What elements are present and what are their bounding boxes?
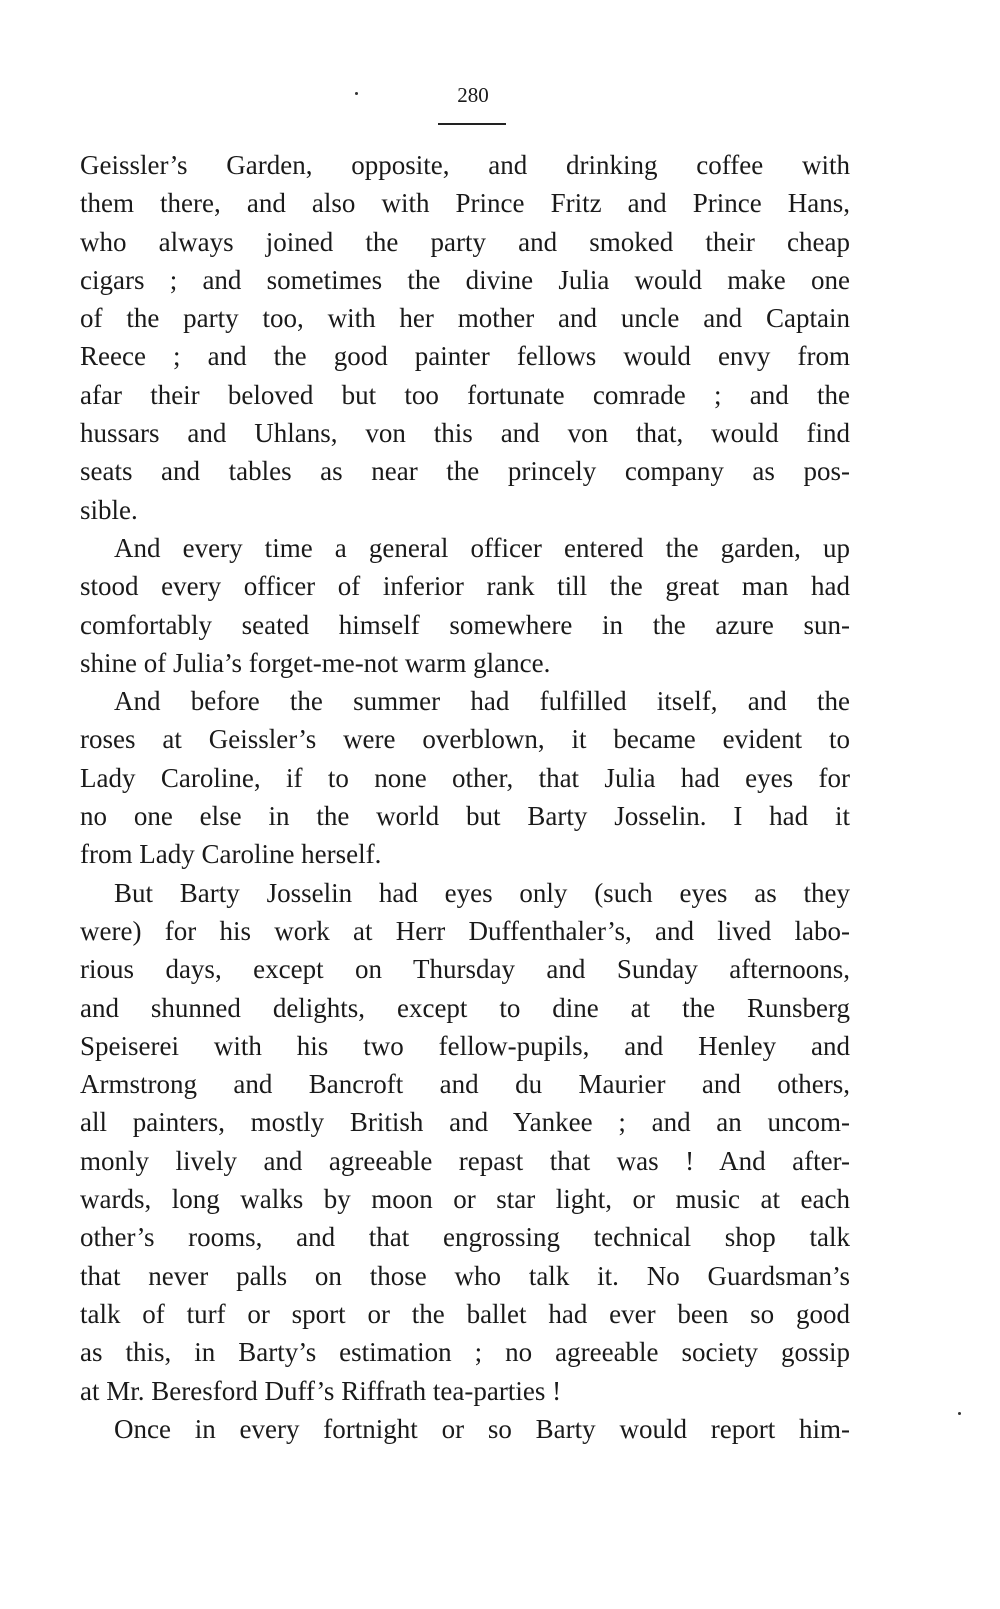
text-line: them there, and also with Prince Fritz and Prince Hans,: [80, 188, 850, 219]
text-line: Geissler’s Garden, opposite, and drinking coffee with: [80, 150, 850, 180]
text-line: seats and tables as near the princely company as pos-: [80, 456, 850, 487]
text-line: But Barty Josselin had eyes only (such eyes as they: [114, 877, 850, 908]
text-line: wards, long walks by moon or star light, or music at each: [80, 1184, 850, 1215]
text-line: rious days, except on Thursday and Sunday afternoons,: [80, 954, 850, 985]
text-line: Lady Caroline, if to none other, that Julia had eyes for: [80, 762, 850, 793]
text-line: Once in every fortnight or so Barty would report him-: [114, 1413, 850, 1444]
text-line: at Mr. Beresford Duff’s Riffrath tea-parties !: [80, 1375, 562, 1406]
page-body-text: [80, 146, 850, 1448]
text-line: were) for his work at Herr Duffenthaler’s, and lived labo-: [80, 915, 850, 946]
text-line: that never palls on those who talk it. No Guardsman’s: [80, 1260, 850, 1291]
scan-speck: [355, 92, 358, 95]
text-line: monly lively and agreeable repast that was ! And after-: [80, 1145, 850, 1176]
text-line: from Lady Caroline herself.: [80, 839, 382, 870]
text-line: cigars ; and sometimes the divine Julia would make one: [80, 264, 850, 295]
text-line: talk of turf or sport or the ballet had ever been so good: [80, 1298, 850, 1329]
header-rule: [438, 123, 506, 125]
page-number: 280: [457, 83, 489, 107]
text-line: who always joined the party and smoked their cheap: [80, 226, 850, 257]
text-line: afar their beloved but too fortunate comrade ; and the: [80, 379, 850, 410]
text-line: shine of Julia’s forget-me-not warm glance.: [80, 647, 551, 678]
text-line: and shunned delights, except to dine at the Runsberg: [80, 992, 850, 1023]
text-line: roses at Geissler’s were overblown, it became evident to: [80, 724, 850, 755]
text-line: other’s rooms, and that engrossing technical shop talk: [80, 1222, 850, 1253]
text-line: stood every officer of inferior rank till the great man had: [80, 571, 850, 602]
text-line: as this, in Barty’s estimation ; no agreeable society gossip: [80, 1337, 850, 1368]
text-line: hussars and Uhlans, von this and von that, would find: [80, 418, 850, 449]
text-line: And every time a general officer entered the garden, up: [114, 532, 850, 563]
text-line: Reece ; and the good painter fellows would envy from: [80, 341, 850, 372]
text-line: Armstrong and Bancroft and du Maurier and others,: [80, 1069, 850, 1100]
text-line: Speiserei with his two fellow-pupils, and Henley and: [80, 1030, 850, 1061]
text-line: sible.: [80, 494, 138, 525]
text-line: comfortably seated himself somewhere in the azure sun-: [80, 609, 850, 640]
scan-speck: [958, 1412, 961, 1415]
text-line: all painters, mostly British and Yankee ; and an uncom-: [80, 1107, 850, 1138]
text-line: no one else in the world but Barty Josselin. I had it: [80, 801, 850, 832]
text-line: of the party too, with her mother and uncle and Captain: [80, 303, 850, 334]
text-line: And before the summer had fulfilled itself, and the: [114, 686, 850, 717]
